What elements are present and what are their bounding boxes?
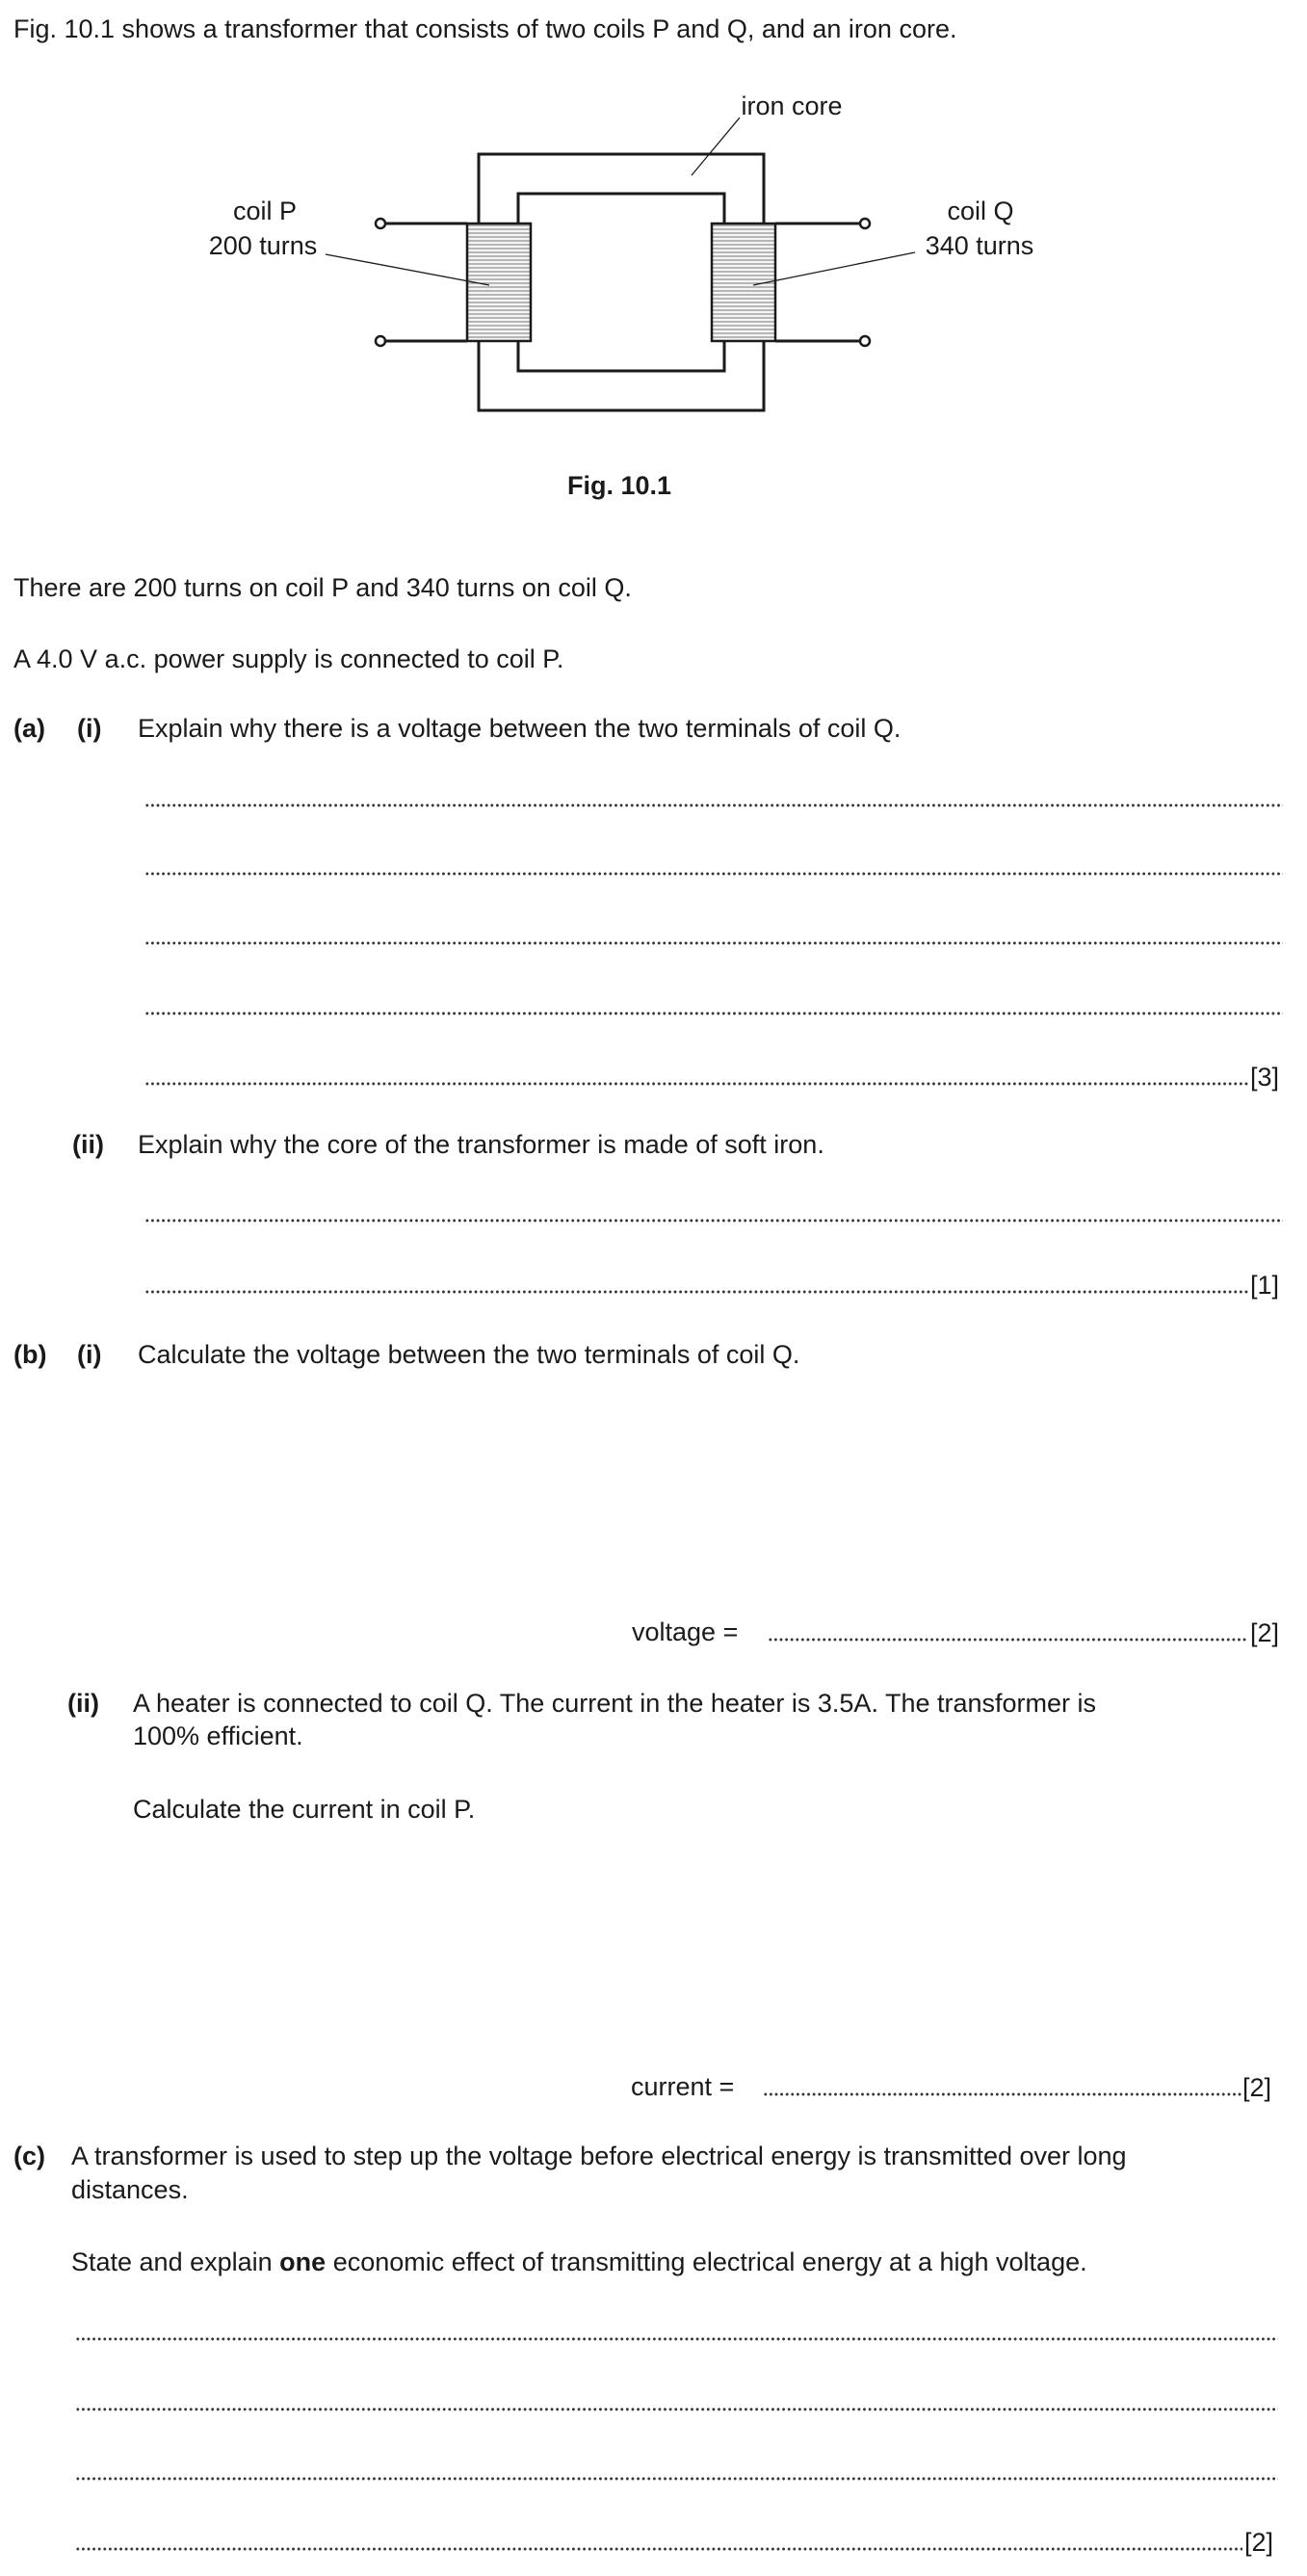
question-b-ii-text-line1: A heater is connected to coil Q. The current in the heater is 3.5A. The transformer is bbox=[133, 1689, 1097, 1718]
transformer-diagram bbox=[0, 0, 1307, 520]
answer-line-a-i-3[interactable] bbox=[144, 940, 1283, 946]
question-c-text-line2: distances. bbox=[71, 2175, 189, 2204]
marks-b-ii: [2] bbox=[1242, 2073, 1272, 2102]
voltage-answer-label: voltage = bbox=[632, 1617, 739, 1646]
info-turns-text: There are 200 turns on coil P and 340 turns on coil Q. bbox=[13, 573, 632, 602]
part-b-ii-label: (ii) bbox=[67, 1689, 99, 1718]
answer-line-a-i-4[interactable] bbox=[144, 1011, 1283, 1016]
question-c-text-line1: A transformer is used to step up the voltage before electrical energy is transmitted over long bbox=[71, 2142, 1127, 2170]
answer-line-a-ii-2[interactable] bbox=[144, 1289, 1248, 1295]
coil-p-leader-line bbox=[326, 254, 489, 285]
marks-a-i: [3] bbox=[1250, 1063, 1280, 1091]
part-b-i-label: (i) bbox=[77, 1340, 102, 1369]
coil-q-name-label: coil Q bbox=[947, 197, 1014, 225]
answer-line-c-1[interactable] bbox=[75, 2336, 1278, 2342]
info-supply-text: A 4.0 V a.c. power supply is connected to coil P. bbox=[13, 644, 564, 673]
current-answer-label: current = bbox=[631, 2072, 735, 2101]
question-b-i-text: Calculate the voltage between the two terminals of coil Q. bbox=[138, 1340, 800, 1369]
coil-p-terminals bbox=[376, 219, 467, 346]
iron-core-leader-line bbox=[692, 118, 740, 175]
answer-line-a-i-5[interactable] bbox=[144, 1081, 1248, 1087]
part-b-label: (b) bbox=[13, 1340, 47, 1369]
coil-p-turns-label: 200 turns bbox=[208, 231, 318, 260]
coil-q-leader-line bbox=[753, 252, 915, 285]
marks-b-i: [2] bbox=[1250, 1618, 1280, 1647]
part-a-label: (a) bbox=[13, 714, 45, 743]
question-b-ii-instruction: Calculate the current in coil P. bbox=[133, 1795, 476, 1824]
coil-q-turns-label: 340 turns bbox=[925, 231, 1034, 260]
current-answer-line[interactable] bbox=[763, 2091, 1242, 2097]
part-a-i-label: (i) bbox=[77, 714, 102, 743]
question-c-instruction-start: State and explain bbox=[71, 2247, 280, 2276]
answer-line-c-4[interactable] bbox=[75, 2546, 1242, 2552]
answer-line-c-2[interactable] bbox=[75, 2406, 1278, 2412]
intro-text: Fig. 10.1 shows a transformer that consists of two coils P and Q, and an iron core. bbox=[13, 14, 957, 43]
question-c-instruction bbox=[71, 2247, 1087, 2277]
voltage-answer-line[interactable] bbox=[768, 1637, 1248, 1643]
part-c-label: (c) bbox=[13, 2142, 45, 2170]
question-c-instruction-emphasis: one bbox=[279, 2247, 327, 2276]
answer-line-a-i-1[interactable] bbox=[144, 802, 1283, 808]
part-a-ii-label: (ii) bbox=[72, 1130, 104, 1159]
question-a-ii-text: Explain why the core of the transformer is made of soft iron. bbox=[138, 1130, 824, 1159]
question-a-i-text: Explain why there is a voltage between the two terminals of coil Q. bbox=[138, 714, 902, 743]
iron-core-label: iron core bbox=[741, 92, 843, 120]
answer-line-c-3[interactable] bbox=[75, 2476, 1278, 2482]
marks-c: [2] bbox=[1244, 2528, 1274, 2557]
coil-q-terminals bbox=[775, 219, 870, 346]
figure-caption: Fig. 10.1 bbox=[566, 471, 672, 500]
question-c-instruction-end: economic effect of transmitting electrical energy at a high voltage. bbox=[326, 2247, 1087, 2276]
question-b-ii-text-line2: 100% efficient. bbox=[133, 1722, 303, 1750]
answer-line-a-i-2[interactable] bbox=[144, 871, 1283, 877]
coil-p-name-label: coil P bbox=[232, 197, 298, 225]
answer-line-a-ii-1[interactable] bbox=[144, 1218, 1283, 1223]
marks-a-ii: [1] bbox=[1250, 1271, 1280, 1300]
